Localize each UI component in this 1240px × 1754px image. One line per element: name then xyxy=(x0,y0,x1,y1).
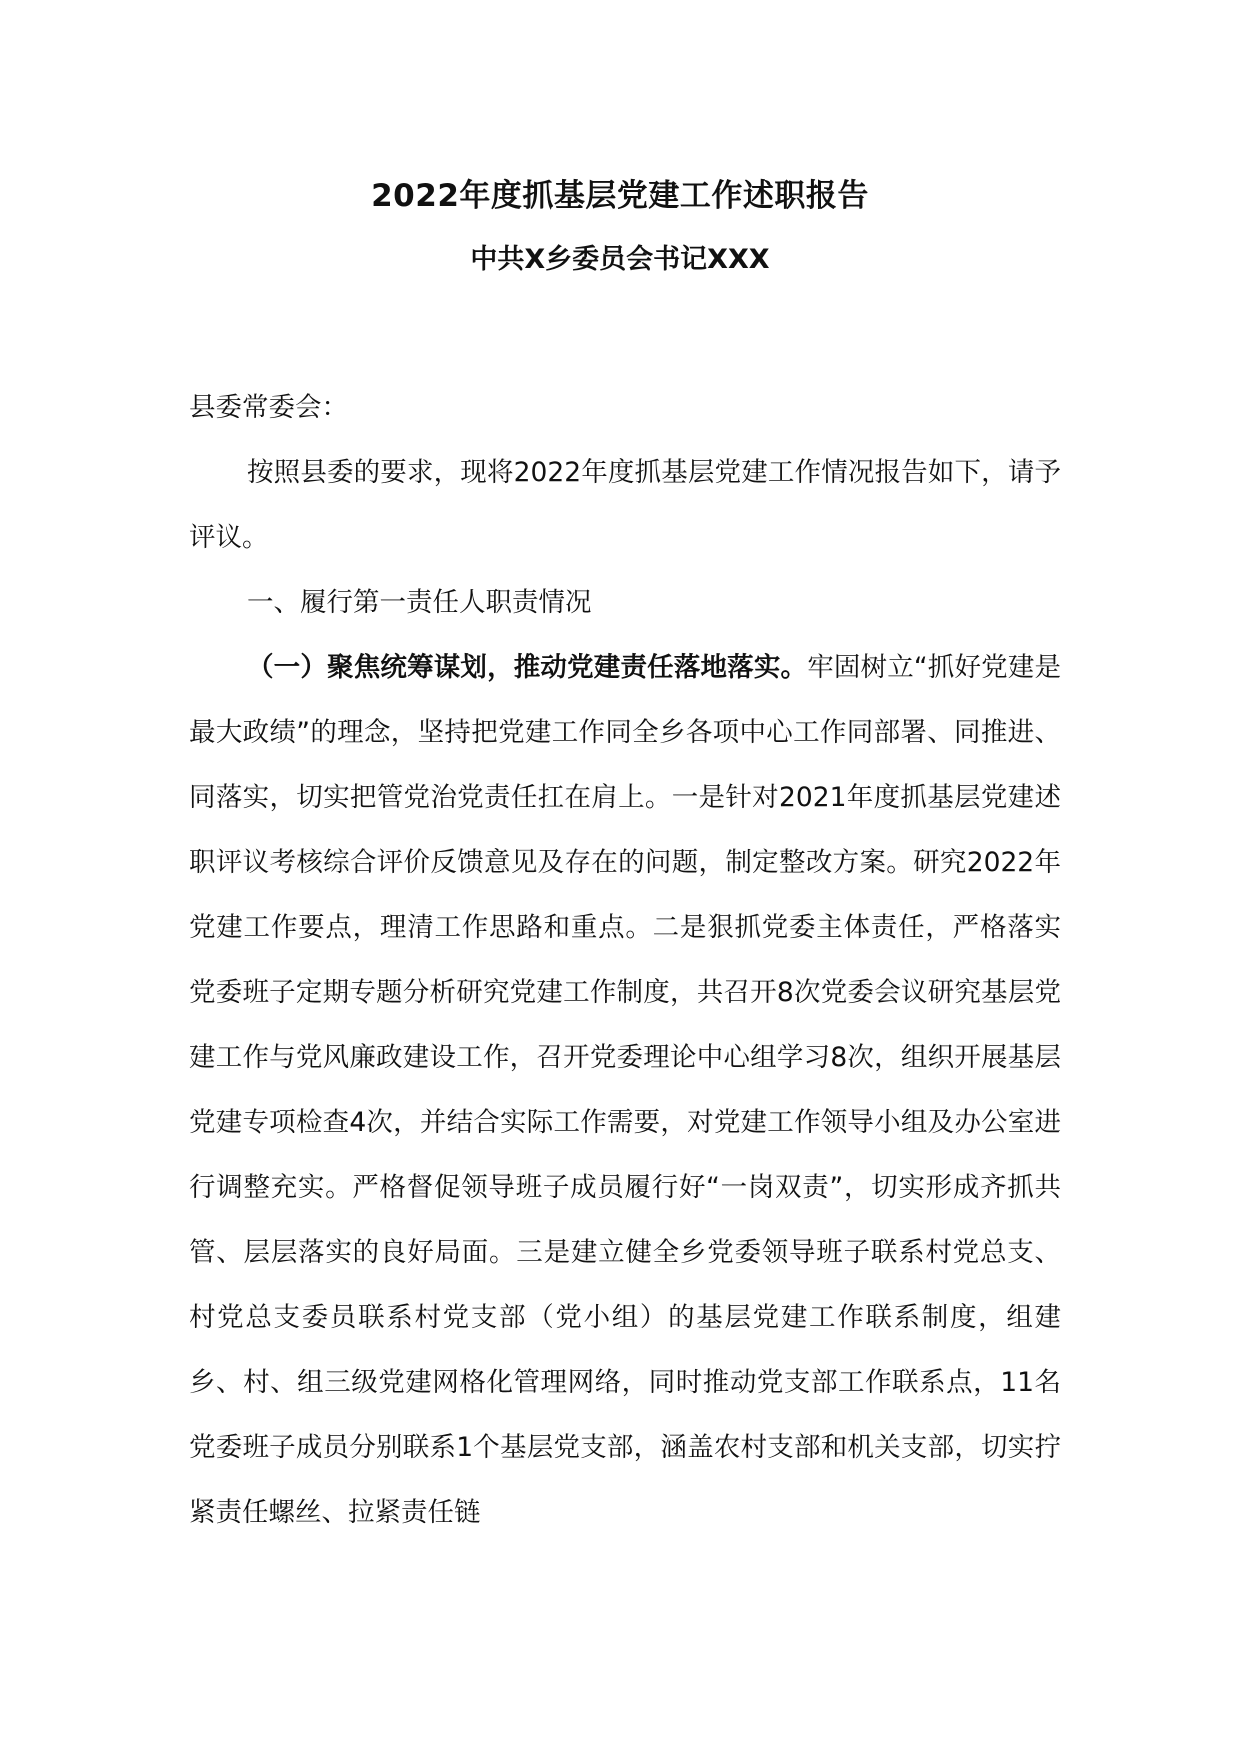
paragraph-1-lead: （一）聚焦统筹谋划，推动党建责任落地落实。 xyxy=(247,652,808,683)
intro-paragraph: 按照县委的要求，现将2022年度抓基层党建工作情况报告如下，请予评议。 xyxy=(189,457,1061,553)
paragraph-1-text: 牢固树立“抓好党建是最大政绩”的理念，坚持把党建工作同全乡各项中心工作同部署、同推进、同落实，切实把管党治党责任扛在肩上。一是针对2021年度抓基层党建述职评议考核综合评价反馈意见及存在的问题，制定整改方案。研究2022年党建工作要点，理清工作思路和重点。二是狠抓党委主体责任，严格落实党委班子定期专题分析研究党建工作制度，共召开8次党委会议研究基层党建工作与党风廉政建设工作，召开党委理论中心组学习8次，组织开展基层党建专项检查4次，并结合实际工作需要，对党建工作领导小组及办公室进行调整充实。严格督促领导班子成员履行好“一岗双责”，切实形成齐抓共管、层层落实的良好局面。三是建立健全乡党委领导班子联系村党总支、村党总支委员联系村党支部（党小组）的基层党建工作联系制度，组建乡、村、组三级党建网格化管理网络，同时推动党支部工作联系点，11名党委班子成员分别联系1个基层党支部，涵盖农村支部和机关支部，切实拧紧责任螺丝、拉紧责任链 xyxy=(189,652,1061,1528)
salutation: 县委常委会： xyxy=(189,392,348,423)
section-heading: 一、履行第一责任人职责情况 xyxy=(247,587,592,618)
paragraph-1 xyxy=(189,635,1061,1545)
document-title: 2022年度抓基层党建工作述职报告 xyxy=(371,178,869,214)
document-subtitle: 中共X乡委员会书记XXX xyxy=(470,244,770,275)
document-body xyxy=(189,375,1061,1545)
